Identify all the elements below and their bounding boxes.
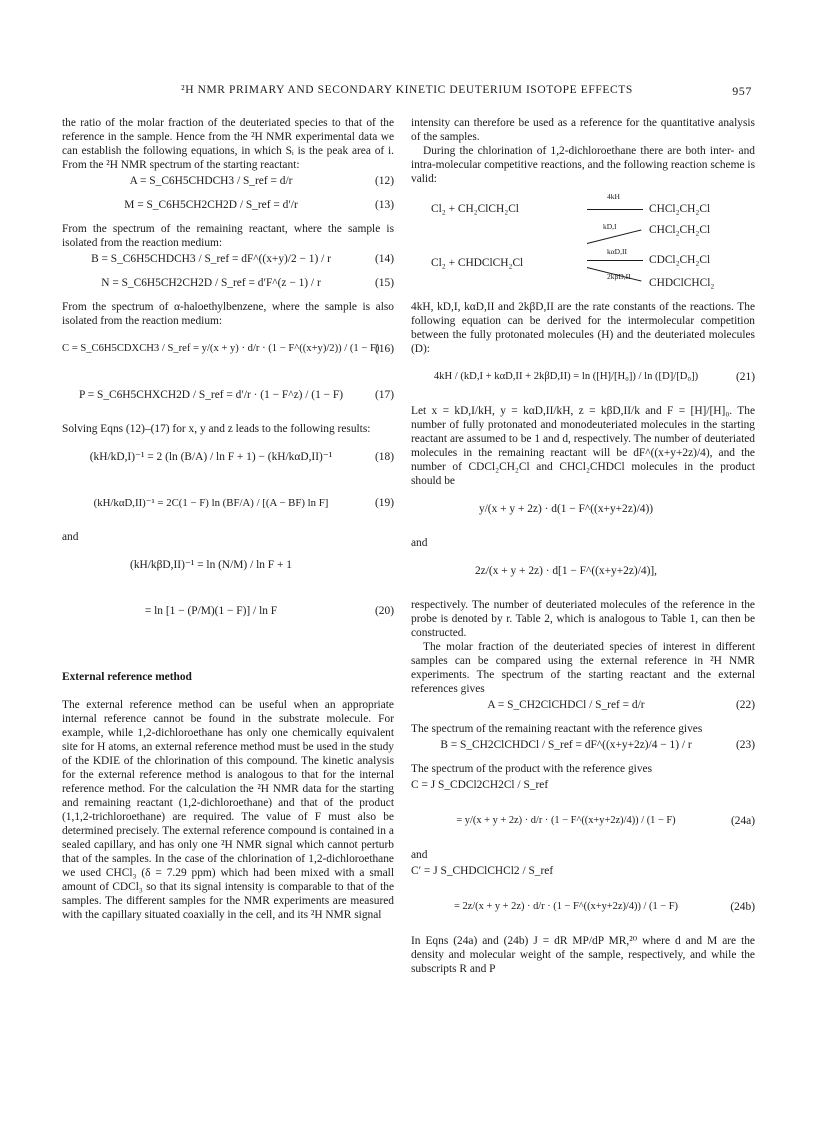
- reactant-2: Cl₂ + CHDClCH₂Cl: [431, 257, 524, 269]
- left-column: [62, 116, 394, 922]
- page-number: 957: [732, 84, 752, 98]
- reaction-scheme: [411, 190, 755, 294]
- equation-number: (24b): [730, 901, 755, 913]
- connector-text: and: [62, 531, 79, 543]
- equation-text: M = S_C6H5CH2CH2D / S_ref = d′/r: [124, 199, 298, 211]
- connector-text: and: [411, 849, 428, 861]
- paragraph: The external reference method can be useful when an appropriate internal reference cannot be found in the substrate molecule. For example, while 1,2-dichloroethane has only one chemically equivalent site for H atoms, an external reference method must be used in the study of the KDIE of the chlorination of this compound. The kinetic analysis for the external reference method is analogous to that for the internal reference method. For the calculation the ²H NMR data for the starting and remaining reactant (1,2-dichloroethane) and that of the product (1,1,2-trichloroethane) are required. The value of F must also be determined precisely. The external reference compound is contained in a sealed capillary, and has only one ²H NMR signal which cannot perturb that of the samples. In the case of the chlorination of 1,2-dichloroethane we used CHCl₃ (δ = 7.29 ppm) which had been mixed with a small amount of CDCl₃ so that its signal intensity is comparable to that of the samples. The different samples for the NMR experiments are measured with the capillary situated coaxially in the cell, and its ²H NMR signal: [62, 699, 394, 921]
- equation-number: (21): [736, 371, 755, 383]
- paragraph: Solving Eqns (12)–(17) for x, y and z leads to the following results:: [62, 423, 371, 435]
- paragraph: Let x = kD,I/kH, y = kαD,II/kH, z = kβD,II/k and F = [H]/[H]₀. The number of fully protonated and monodeuteriated molecules in the starting reactant are assumed to be 1 and d, respectively. The number of deuteriated molecules in the remaining reactant will be dF^((x+y+2z)/4), and the number of CDCl₂CH₂Cl and CHCl₂CHDCl molecules in the product should be: [411, 405, 755, 487]
- running-header: [62, 84, 752, 102]
- equation-text: = ln [1 − (P/M)(1 − F)] / ln F: [144, 605, 278, 617]
- equation-text: P = S_C6H5CHXCH2D / S_ref = d′/r · (1 − F^z) / (1 − F): [78, 389, 344, 401]
- equation-14: [62, 252, 394, 274]
- equation-24b-line2: [411, 888, 755, 932]
- equation-22: [411, 698, 755, 720]
- rate-label: kD,I: [603, 222, 617, 231]
- equation-number: (23): [736, 739, 755, 751]
- paragraph: From the spectrum of the remaining reactant, where the sample is isolated from the reaction medium:: [62, 223, 394, 249]
- equation-number: (20): [375, 605, 394, 617]
- equation-24a-line1: [411, 778, 755, 800]
- equation-text: A = S_CH2ClCHDCl / S_ref = d/r: [487, 699, 645, 711]
- equation-23: [411, 738, 755, 760]
- equation-20b: [62, 592, 394, 636]
- right-column: [411, 116, 755, 976]
- equation-number: (14): [375, 253, 394, 265]
- paragraph: The spectrum of the product with the reference gives: [411, 763, 653, 775]
- equation-number: (22): [736, 699, 755, 711]
- paragraph: 4kH, kD,I, kαD,II and 2kβD,II are the rate constants of the reactions. The following equation can be derived for the intermolecular competition between the fully protonated molecules (H) and the deuteriated molecules (D):: [411, 301, 755, 355]
- equation-text: C = S_C6H5CDXCH3 / S_ref = y/(x + y) · d/r · (1 − F^((x+y)/2)) / (1 − F): [62, 343, 380, 354]
- equation-24b-line1: [411, 864, 755, 886]
- equation-24a-line2: [411, 802, 755, 846]
- equation-21: [411, 358, 755, 402]
- equation-text: = y/(x + y + 2z) · d/r · (1 − F^((x+y+2z)/4)) / (1 − F): [456, 815, 676, 826]
- equation-text: B = S_C6H5CHDCH3 / S_ref = dF^((x+y)/2 − 1) / r: [91, 253, 331, 265]
- equation-number: (18): [375, 451, 394, 463]
- paragraph: From the spectrum of α-haloethylbenzene, where the sample is also isolated from the reaction medium:: [62, 301, 394, 327]
- equation-text: (kH/kβD,II)⁻¹ = ln (N/M) / ln F + 1: [130, 559, 292, 571]
- equation-number: (12): [375, 175, 394, 187]
- equation-19: [62, 484, 394, 528]
- paragraph: the ratio of the molar fraction of the deuteriated species to that of the reference in the sample. Hence from the ²H NMR experimental data we can establish the following equations, in which Sᵢ is the peak area of i. From the ²H NMR spectrum of the starting reactant:: [62, 117, 394, 171]
- product-3: CDCl₂CH₂Cl: [649, 254, 711, 266]
- equation-text: (kH/kαD,II)⁻¹ = 2C(1 − F) ln (BF/A) / [(A − BF) ln F]: [93, 497, 329, 509]
- product-4: CHDClCHCl₂: [649, 277, 715, 289]
- rate-label: kαD,II: [607, 247, 627, 256]
- equation-text: A = S_C6H5CHDCH3 / S_ref = d/r: [129, 175, 293, 187]
- equation-text: (kH/kD,I)⁻¹ = 2 (ln (B/A) / ln F + 1) − (kH/kαD,II)⁻¹: [89, 451, 333, 463]
- equation-text: N = S_C6H5CH2CH2D / S_ref = d′F^(z − 1) / r: [101, 277, 321, 289]
- equation-12: [62, 174, 394, 196]
- equation-number: (19): [375, 497, 394, 509]
- paragraph: The molar fraction of the deuteriated species of interest in different samples can be compared using the external reference in ²H NMR experiments. The spectrum of the starting reactant and the external references gives: [411, 641, 755, 695]
- equation-text: B = S_CH2ClCHDCl / S_ref = dF^((x+y+2z)/4 − 1) / r: [440, 739, 692, 751]
- arrow: [587, 209, 643, 210]
- connector-text: and: [411, 537, 428, 549]
- equation-number: (15): [375, 277, 394, 289]
- reactant-1: Cl₂ + CH₂ClCH₂Cl: [431, 203, 519, 215]
- equation-text: y/(x + y + 2z) · d(1 − F^((x+y+2z)/4)): [478, 503, 654, 515]
- running-title: ²H NMR PRIMARY AND SECONDARY KINETIC DEUTERIUM ISOTOPE EFFECTS: [181, 84, 633, 96]
- equation-18: [62, 438, 394, 482]
- paragraph: During the chlorination of 1,2-dichloroethane there are both inter- and intra-molecular competitive reactions, and the following reaction scheme is valid:: [411, 145, 755, 185]
- equation-number: (13): [375, 199, 394, 211]
- equation-y-count: [411, 490, 755, 534]
- equation-15: [62, 276, 394, 298]
- equation-text: C = J S_CDCl2CH2Cl / S_ref: [411, 779, 549, 791]
- equation-number: (24a): [730, 815, 755, 827]
- equation-number: (17): [375, 389, 394, 401]
- rate-label: 2kβD,II: [607, 272, 631, 281]
- equation-2z-count: [411, 552, 755, 596]
- equation-text: 2z/(x + y + 2z) · d[1 − F^((x+y+2z)/4)],: [474, 565, 658, 577]
- paragraph: respectively. The number of deuteriated molecules of the reference in the probe is denoted by r. Table 2, which is analogous to Table 1, can then be constructed.: [411, 599, 755, 639]
- equation-text: = 2z/(x + y + 2z) · d/r · (1 − F^((x+y+2z)/4)) / (1 − F): [454, 901, 678, 912]
- equation-17: [62, 376, 394, 420]
- paragraph: intensity can therefore be used as a reference for the quantitative analysis of the samples.: [411, 117, 755, 143]
- equation-text: C′ = J S_CHDClCHCl2 / S_ref: [411, 865, 554, 877]
- paragraph: In Eqns (24a) and (24b) J = dR MP/dP MR,²⁰ where d and M are the density and molecular weight of the sample, respectively, and while the subscripts R and P: [411, 935, 755, 975]
- product-2: CHCl₂CH₂Cl: [649, 224, 711, 236]
- equation-number: (16): [375, 343, 394, 355]
- equation-13: [62, 198, 394, 220]
- equation-20a: [62, 546, 394, 590]
- rate-label: 4kH: [607, 192, 620, 201]
- arrow: [587, 260, 643, 261]
- equation-16: [62, 330, 394, 374]
- product-1: CHCl₂CH₂Cl: [649, 203, 711, 215]
- paragraph: The spectrum of the remaining reactant with the reference gives: [411, 723, 703, 735]
- equation-text: 4kH / (kD,I + kαD,II + 2kβD,II) = ln ([H]/[H₀]) / ln ([D]/[D₀]): [433, 371, 699, 382]
- section-heading: External reference method: [62, 671, 192, 683]
